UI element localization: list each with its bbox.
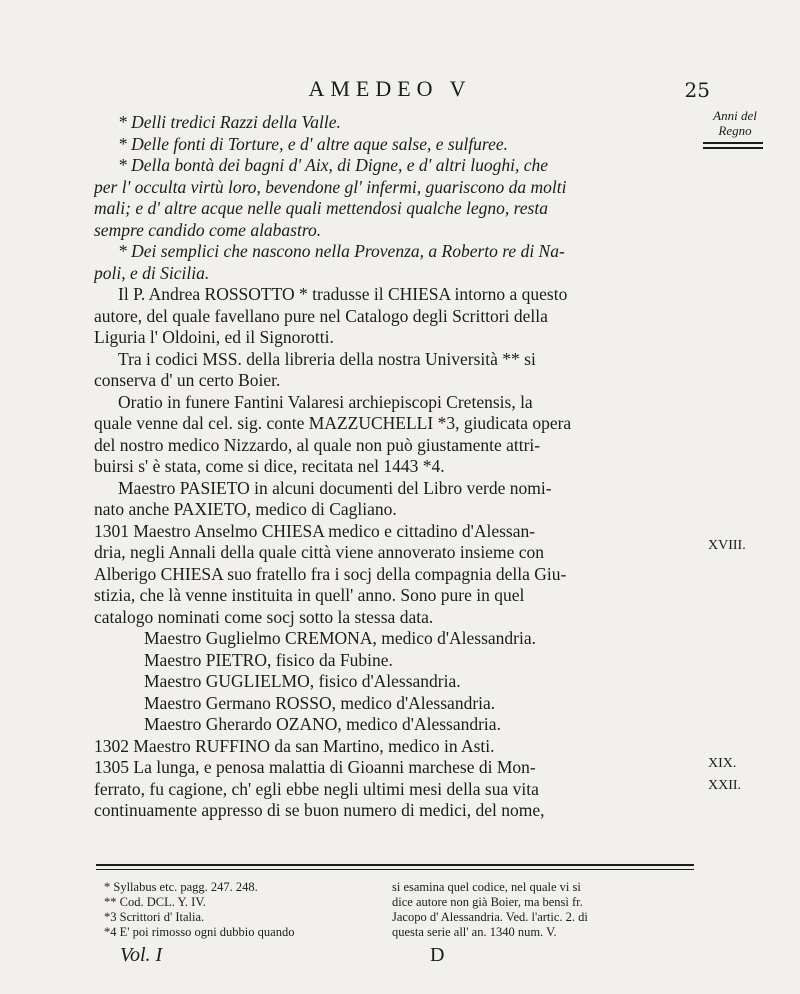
footnote-line: questa serie all' an. 1340 num. V. (392, 925, 557, 939)
footnote-line: * Syllabus etc. pagg. 247. 248. (104, 880, 258, 894)
running-header (80, 72, 710, 106)
text-line: 1301 Maestro Anselmo CHIESA medico e cittadino d'Alessan- (94, 520, 536, 541)
text-line: * Dei semplici che nascono nella Provenza, a Roberto re di Na- (118, 241, 565, 261)
text-line: autore, del quale favellano pure nel Catalogo degli Scrittori della (94, 305, 548, 326)
footnote-line: ** Cod. DCL. Y. IV. (104, 895, 206, 909)
text-line: Tra i codici MSS. della libreria della nostra Università ** si (118, 348, 536, 369)
footnotes-left (104, 880, 384, 940)
text-line: nato anche PAXIETO, medico di Cagliano. (94, 499, 397, 519)
text-line: buirsi s' è stata, come si dice, recitata nel 1443 *4. (94, 456, 445, 476)
text-line: * Della bontà dei bagni d' Aix, di Digne, e d' altri luoghi, che (118, 155, 549, 175)
text-line: del nostro medico Nizzardo, al quale non può giustamente attri- (94, 434, 541, 455)
footnotes-right (392, 880, 698, 940)
text-line: ferrato, fu cagione, ch' egli ebbe negli ultimi mesi della sua vita (94, 778, 539, 799)
margin-rule (703, 147, 763, 149)
text-line: 1305 La lunga, e penosa malattia di Gioanni marchese di Mon- (94, 757, 536, 777)
text-line: per l' occulta virtù loro, bevendone gl' infermi, guariscono da molti (94, 176, 567, 197)
running-title: AMEDEO V (308, 76, 472, 101)
footnote-line: *3 Scrittori d' Italia. (104, 910, 205, 924)
text-line: poli, e di Sicilia. (94, 262, 210, 283)
text-line: Liguria l' Oldoini, ed il Signorotti. (94, 327, 334, 347)
footnote-line: Jacopo d' Alessandria. Ved. l'artic. 2. di (392, 910, 588, 924)
text-line: continuamente appresso di se buon numero di medici, del nome, (94, 800, 545, 820)
text-line: Il P. Andrea ROSSOTTO * tradusse il CHIESA intorno a questo (118, 284, 568, 304)
footnote-line: *4 E' poi rimosso ogni dubbio quando (104, 925, 295, 939)
volume-signature: Vol. I (120, 944, 163, 966)
text-line: mali; e d' altre acque nelle quali mettendosi qualche legno, resta (94, 198, 548, 218)
text-line: dria, negli Annali della quale città viene annoverato insieme con (94, 542, 544, 562)
text-line: catalogo nominati come socj sotto la stessa data. (94, 606, 434, 627)
text-line: Maestro Guglielmo CREMONA, medico d'Alessandria. (144, 628, 536, 648)
page-number: 25 (684, 78, 710, 102)
text-line: Maestro PIETRO, fisico da Fubine. (144, 649, 393, 670)
margin-year-note: XXII. (708, 778, 742, 793)
text-line: Maestro GUGLIELMO, fisico d'Alessandria. (144, 671, 461, 691)
text-line: * Delli tredici Razzi della Valle. (118, 112, 341, 132)
text-line: Maestro Gherardo OZANO, medico d'Alessandria. (144, 714, 501, 734)
text-line: stizia, che là venne instituita in quell' anno. Sono pure in quel (94, 585, 525, 605)
margin-year-note: XVIII. (708, 538, 746, 553)
text-line: sempre candido come alabastro. (94, 219, 322, 240)
footnote-rule (96, 864, 694, 866)
body-text (94, 112, 692, 822)
text-line: Maestro PASIETO in alcuni documenti del Libro verde nomi- (118, 477, 552, 498)
footnote-rule-thin (96, 869, 694, 870)
gathering-signature: D (430, 944, 445, 966)
text-line: conserva d' un certo Boier. (94, 370, 281, 390)
margin-heading: Anni del Regno (713, 108, 757, 138)
text-line: * Delle fonti di Torture, e d' altre aque salse, e sulfuree. (118, 133, 508, 154)
text-line: Alberigo CHIESA suo fratello fra i socj della compagnia della Giu- (94, 563, 567, 584)
text-line: Maestro Germano ROSSO, medico d'Alessandria. (144, 692, 496, 713)
footnote-line: si esamina quel codice, nel quale vi si (392, 880, 581, 894)
margin-rule (703, 142, 763, 144)
text-line: Oratio in funere Fantini Valaresi archiepiscopi Cretensis, la (118, 391, 533, 412)
footnote-line: dice autore non già Boier, ma bensì fr. (392, 895, 583, 909)
text-line: 1302 Maestro RUFFINO da san Martino, medico in Asti. (94, 735, 495, 756)
text-line: quale venne dal cel. sig. conte MAZZUCHELLI *3, giudicata opera (94, 413, 572, 433)
margin-year-note: XIX. (708, 756, 737, 771)
